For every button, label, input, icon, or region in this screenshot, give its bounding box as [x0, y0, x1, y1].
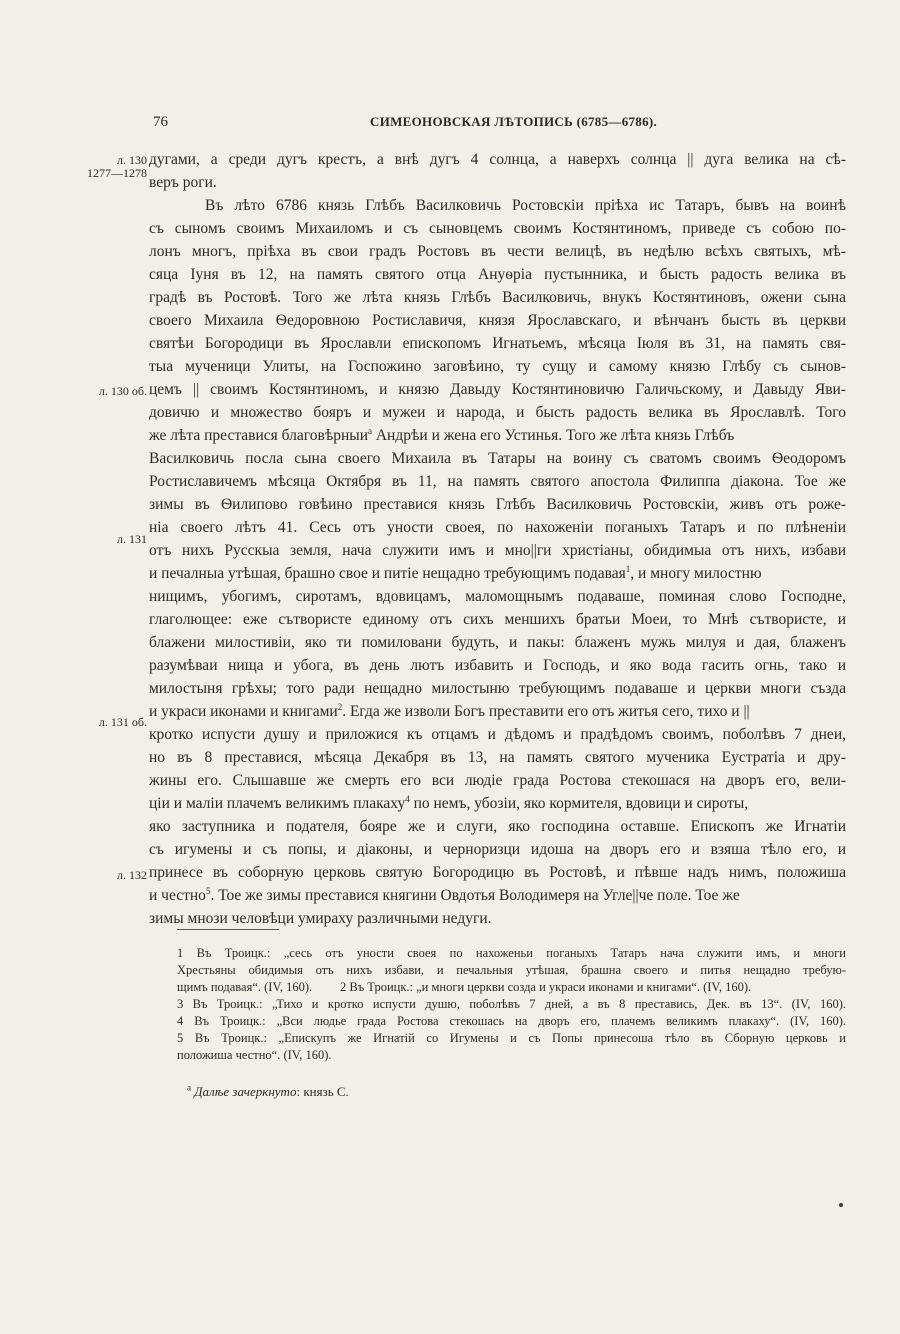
text-line: яко заступника и подателя, бояре же и слуги, яко господина оставше. Епископъ же Игнатiи [149, 818, 846, 835]
apparatus-text: : князь С. [296, 1084, 349, 1099]
margin-folio: л. 131 об. [98, 715, 147, 729]
footnote-line: 4 Въ Троицк.: „Вси людье града Ростова стекошась на дворъ его, плачемъ великимъ плакаху“. (IV, 160). [177, 1014, 846, 1028]
footnote-mark: 5 [205, 885, 211, 896]
text-line: глаголющее: еже сътвористе единому отъ сихъ меншихъ братьи Моеи, то Мнѣ сътвористе, и [149, 611, 846, 628]
footnote-mark: 2 [337, 701, 343, 712]
text-line: милостыня грѣхы; того ради нещадно милостыню требующимъ подаваше и церкви многи създа [149, 680, 846, 697]
footnote-line: 1 Въ Троицк.: „сесь отъ уности своея по нахоженьи поганыхъ Татаръ нача служити имъ, и многи [177, 946, 846, 960]
text-run: , и многу милостню [630, 565, 762, 582]
text-line: веръ роги. [149, 174, 217, 191]
footnote-mark: 1 [625, 563, 631, 574]
running-title: СИМЕОНОВСКАЯ ЛѢТОПИСЬ (6785—6786). [370, 114, 658, 129]
text-run: и честно [149, 887, 206, 904]
text-line: принесе въ соборную церковь святую Богородицю въ Ростовѣ, и пѣвше надъ нимъ, положиша [149, 864, 846, 881]
text-run: и украси иконами и книгами [149, 703, 338, 720]
text-line: но въ 8 преставися, мѣсяца Декабря въ 13, на память святого мученика Еустратiа и дру- [149, 749, 846, 766]
margin-year: 1277—1278 [87, 166, 147, 180]
text-line: градѣ въ Ростовѣ. Того же лѣта князь Глѣбъ Василковичь, внукъ Костянтиновъ, ожени сына [149, 289, 846, 306]
text-line: зимы въ Ѳилипово говѣино преставися князь Глѣбъ Василковичь Ростовскiи, живъ отъ роже- [149, 496, 846, 513]
text-line: тыа мученици Улиты, на Госпожино заговѣино, ту сущу и самому князю Глѣбу съ сынов- [149, 358, 846, 375]
footnote-line: 5 Въ Троицк.: „Епискупъ же Игнатiй со Игумены и съ Попы принесоша тѣло въ Сборную церковь и [177, 1031, 846, 1045]
text-line: цемъ || своимъ Костянтиномъ, и князю Давыду Костянтиновичю Галичьскому, и Давыду Яви- [149, 381, 846, 398]
text-line: Ростиславичемъ мѣсяца Октября въ 11, на память святого апостола Филиппа дiакона. Тое же [149, 473, 846, 490]
text-line: сяца Iуня въ 12, на память святого отца Ануѳрiа пустынника, и бысть радость велика въ [149, 266, 846, 283]
text-run: по немъ, убозiи, яко кормителя, вдовици и сироты, [409, 795, 749, 812]
margin-folio: л. 131 [117, 532, 147, 546]
apparatus-mark: а [187, 1082, 191, 1093]
footnote-line: 2 Въ Троицк.: „и многи церкви созда и украси иконами и книгами“. (IV, 160). [340, 980, 752, 994]
text-line: нiа своего лѣтъ 41. Сесь отъ уности своея, по нахоженiи поганыхъ Татаръ и по плѣненiи [149, 519, 846, 536]
text-line: съ сыномъ своимъ Михаиломъ и съ сыновцемъ своимъ Костянтиномъ, приведе съ собою по- [149, 220, 846, 237]
text-line: своего Михаила Ѳедоровною Ростиславичя, князя Ярославскаго, и вѣнчанъ бысть въ церкви [149, 312, 846, 329]
text-line: жины его. Слышавше же смерть его вси людiе града Ростова стекошася на дворъ его, вели- [149, 772, 846, 789]
ink-speck [839, 1203, 843, 1207]
text-line [149, 794, 846, 814]
text-line: блажени милостивiи, яко ти помиловани будуть, и пакы: блаженъ мужь милуя и дая, блаженъ [149, 634, 846, 651]
text-line [149, 886, 846, 906]
footnote-line: щимъ подавая“. (IV, 160). [177, 980, 313, 994]
footnote-line: 3 Въ Троицк.: „Тихо и кротко испусти душю, поболѣвъ 7 дней, а въ 8 преставись, Дек. въ 13“. (IV, 160). [177, 997, 846, 1011]
text-line: отъ нихъ Русскыа земля, нача служити имъ и мно||ги христiаны, обидимыа отъ нихъ, избави [149, 542, 846, 559]
text-line [149, 702, 846, 722]
text-run: же лѣта преставися благовѣрныи [149, 427, 368, 444]
text-line: лонъ многъ, прiѣха въ свои градъ Ростовъ въ чести велицѣ, въ недѣлю всѣхъ святыхъ, мѣ- [149, 243, 846, 260]
margin-folio: л. 132 [117, 868, 147, 882]
text-line: Въ лѣто 6786 князь Глѣбъ Василковичь Ростовскiи прiѣха ис Татаръ, бывъ на воинѣ [205, 197, 846, 214]
text-line: зимы мнози человѣци умираху различными недуги. [149, 910, 492, 927]
text-line: Василковичь посла сына своего Михаила въ Татары на воину съ сватомъ своимъ Ѳеодоромъ [149, 450, 846, 467]
text-line: святѣи Богородици въ Ярославли епископомъ Игнатьемъ, мѣсяца Iюля въ 31, на память свя- [149, 335, 846, 352]
footnote-line: Хрестьяны обидимыя отъ нихъ избави, и печальныя утѣшая, брашна своего и питья нещадно требую- [177, 963, 846, 977]
text-run: Андрѣи и жена его Устинья. Того же лѣта князь Глѣбъ [371, 427, 735, 444]
margin-folio: л. 130 об. [98, 384, 147, 398]
text-line: дугами, а среди дугъ крестъ, а внѣ дугъ 4 солнца, а наверхъ солнца || дуга велика на сѣ- [149, 151, 846, 168]
footnote-mark: 4 [405, 793, 410, 804]
text-line: съ игумены и съ попы, и дiаконы, и черноризци идоша на дворъ его и взяша тѣло его, и [149, 841, 846, 858]
text-line: разумѣваи нища и убога, въ день лютъ избавить и Господь, и яко вода гасить огнь, тако и [149, 657, 846, 674]
apparatus-label: Далѣе зачеркнуто [194, 1084, 297, 1099]
footnote-line: положиша честно“. (IV, 160). [177, 1048, 332, 1062]
text-run: . Егда же изволи Богъ преставити его отъ житья сего, тихо и || [342, 703, 750, 720]
apparatus-mark: а [367, 425, 372, 436]
text-run: . Тое же зимы преставися княгини Овдотья Володимеря на Угле||че поле. Тое же [210, 887, 740, 904]
margin-folio: л. 130 [117, 153, 147, 167]
text-line [149, 564, 846, 584]
text-line: нищимъ, убогимъ, сиротамъ, вдовицамъ, маломощнымъ подаваше, поминая слово Господне, [149, 588, 846, 605]
footnote-rule [177, 929, 279, 930]
critical-apparatus-note [187, 1084, 349, 1100]
text-line: довичю и множество бояръ и мужеи и народа, и бысть радость велика въ Ярославлѣ. Того [149, 404, 846, 421]
text-line [149, 426, 846, 446]
text-line: кротко испусти душу и приложися къ отцамъ и дѣдомъ и прадѣдомъ своимъ, поболѣвъ 7 днеи, [149, 726, 846, 743]
text-run: цiи и малiи плачемъ великимъ плакаху [149, 795, 406, 812]
text-run: и печалныа утѣшая, брашно свое и питiе нещадно требующимъ подавая [149, 565, 626, 582]
page-number: 76 [153, 114, 168, 130]
